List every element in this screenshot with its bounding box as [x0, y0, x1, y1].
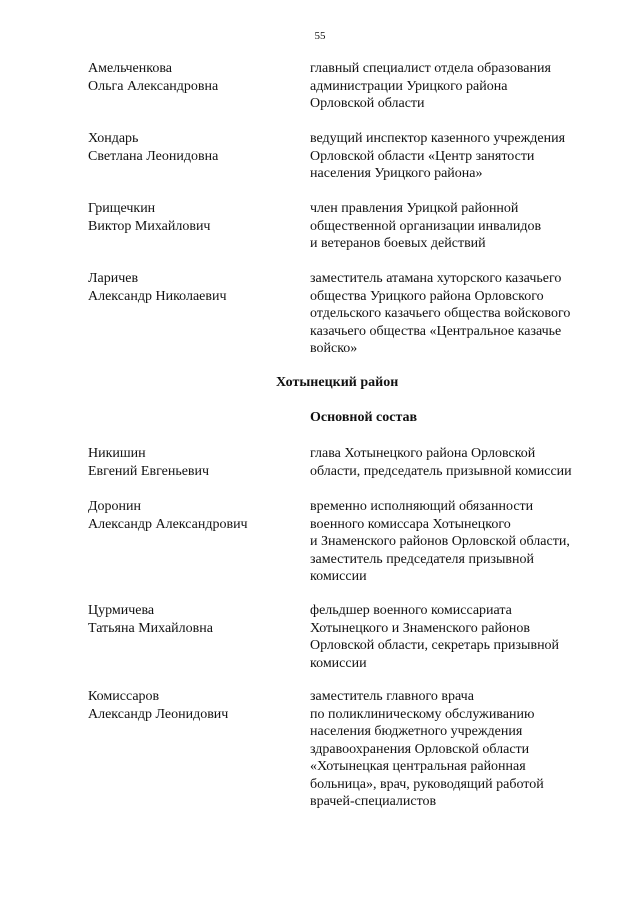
position-line: комиссии: [310, 569, 367, 584]
person-name: [88, 602, 298, 637]
person-position: [310, 60, 610, 113]
person-name: [88, 60, 298, 95]
position-line: ведущий инспектор казенного учреждения: [310, 131, 566, 146]
person-position: [310, 445, 610, 480]
position-line: общественной организации инвалидов: [310, 218, 542, 234]
position-line: и Знаменского районов Орловской области,: [310, 534, 570, 549]
position-line: заместитель главного врача: [310, 689, 474, 704]
position-line: временно исполняющий обязанности: [310, 499, 534, 514]
surname: Ларичев: [88, 271, 139, 286]
page-number: 55: [314, 30, 326, 42]
position-line: и ветеранов боевых действий: [310, 236, 486, 251]
position-line: комиссии: [310, 655, 367, 671]
given-names: Ольга Александровна: [88, 78, 219, 94]
composition-heading: Основной состав: [310, 410, 418, 425]
surname: Никишин: [88, 446, 146, 461]
person-position: [310, 602, 610, 672]
position-line: Орловской области «Центр занятости: [310, 148, 535, 164]
position-line: казачьего общества «Центральное казачье: [310, 323, 562, 339]
position-line: Орловской области, секретарь призывной: [310, 638, 560, 653]
surname: Амельченкова: [88, 61, 172, 76]
given-names: Александр Александрович: [88, 516, 248, 532]
surname: Доронин: [88, 499, 142, 514]
position-line: «Хотынецкая центральная районная: [310, 759, 526, 774]
position-line: населения Урицкого района»: [310, 166, 483, 181]
given-names: Александр Николаевич: [88, 288, 227, 304]
person-position: [310, 688, 610, 811]
position-line: член правления Урицкой районной: [310, 201, 519, 216]
person-position: [310, 130, 610, 183]
position-line: фельдшер военного комиссариата: [310, 603, 512, 618]
position-line: военного комиссара Хотынецкого: [310, 516, 511, 532]
given-names: Александр Леонидович: [88, 706, 229, 722]
position-line: заместитель атамана хуторского казачьего: [310, 271, 562, 286]
position-line: главный специалист отдела образования: [310, 61, 551, 76]
position-line: здравоохранения Орловской области: [310, 741, 530, 757]
person-name: [88, 270, 298, 305]
position-line: отдельского казачьего общества войскового: [310, 306, 571, 321]
position-line: администрации Урицкого района: [310, 78, 508, 94]
given-names: Виктор Михайлович: [88, 218, 211, 234]
person-position: [310, 270, 610, 358]
surname: Комиссаров: [88, 689, 160, 704]
position-line: Орловской области: [310, 96, 425, 111]
position-line: заместитель председателя призывной: [310, 551, 534, 567]
given-names: Евгений Евгеньевич: [88, 463, 210, 479]
given-names: Татьяна Михайловна: [88, 620, 213, 636]
person-position: [310, 200, 610, 253]
position-line: населения бюджетного учреждения: [310, 724, 523, 739]
surname: Хондарь: [88, 131, 139, 146]
person-position: [310, 498, 610, 586]
position-line: врачей-специалистов: [310, 794, 437, 809]
position-line: Хотынецкого и Знаменского районов: [310, 620, 531, 636]
person-name: [88, 200, 298, 235]
position-line: общества Урицкого района Орловского: [310, 288, 544, 304]
position-line: по поликлиническому обслуживанию: [310, 706, 535, 722]
person-name: [88, 130, 298, 165]
surname: Грищечкин: [88, 201, 156, 216]
person-name: [88, 688, 298, 723]
given-names: Светлана Леонидовна: [88, 148, 219, 164]
person-name: [88, 445, 298, 480]
surname: Цурмичева: [88, 603, 155, 618]
person-name: [88, 498, 298, 533]
position-line: глава Хотынецкого района Орловской: [310, 446, 536, 461]
position-line: области, председатель призывной комиссии: [310, 463, 572, 479]
district-heading: Хотынецкий район: [276, 375, 399, 390]
position-line: войско»: [310, 341, 358, 356]
position-line: больница», врач, руководящий работой: [310, 776, 544, 792]
